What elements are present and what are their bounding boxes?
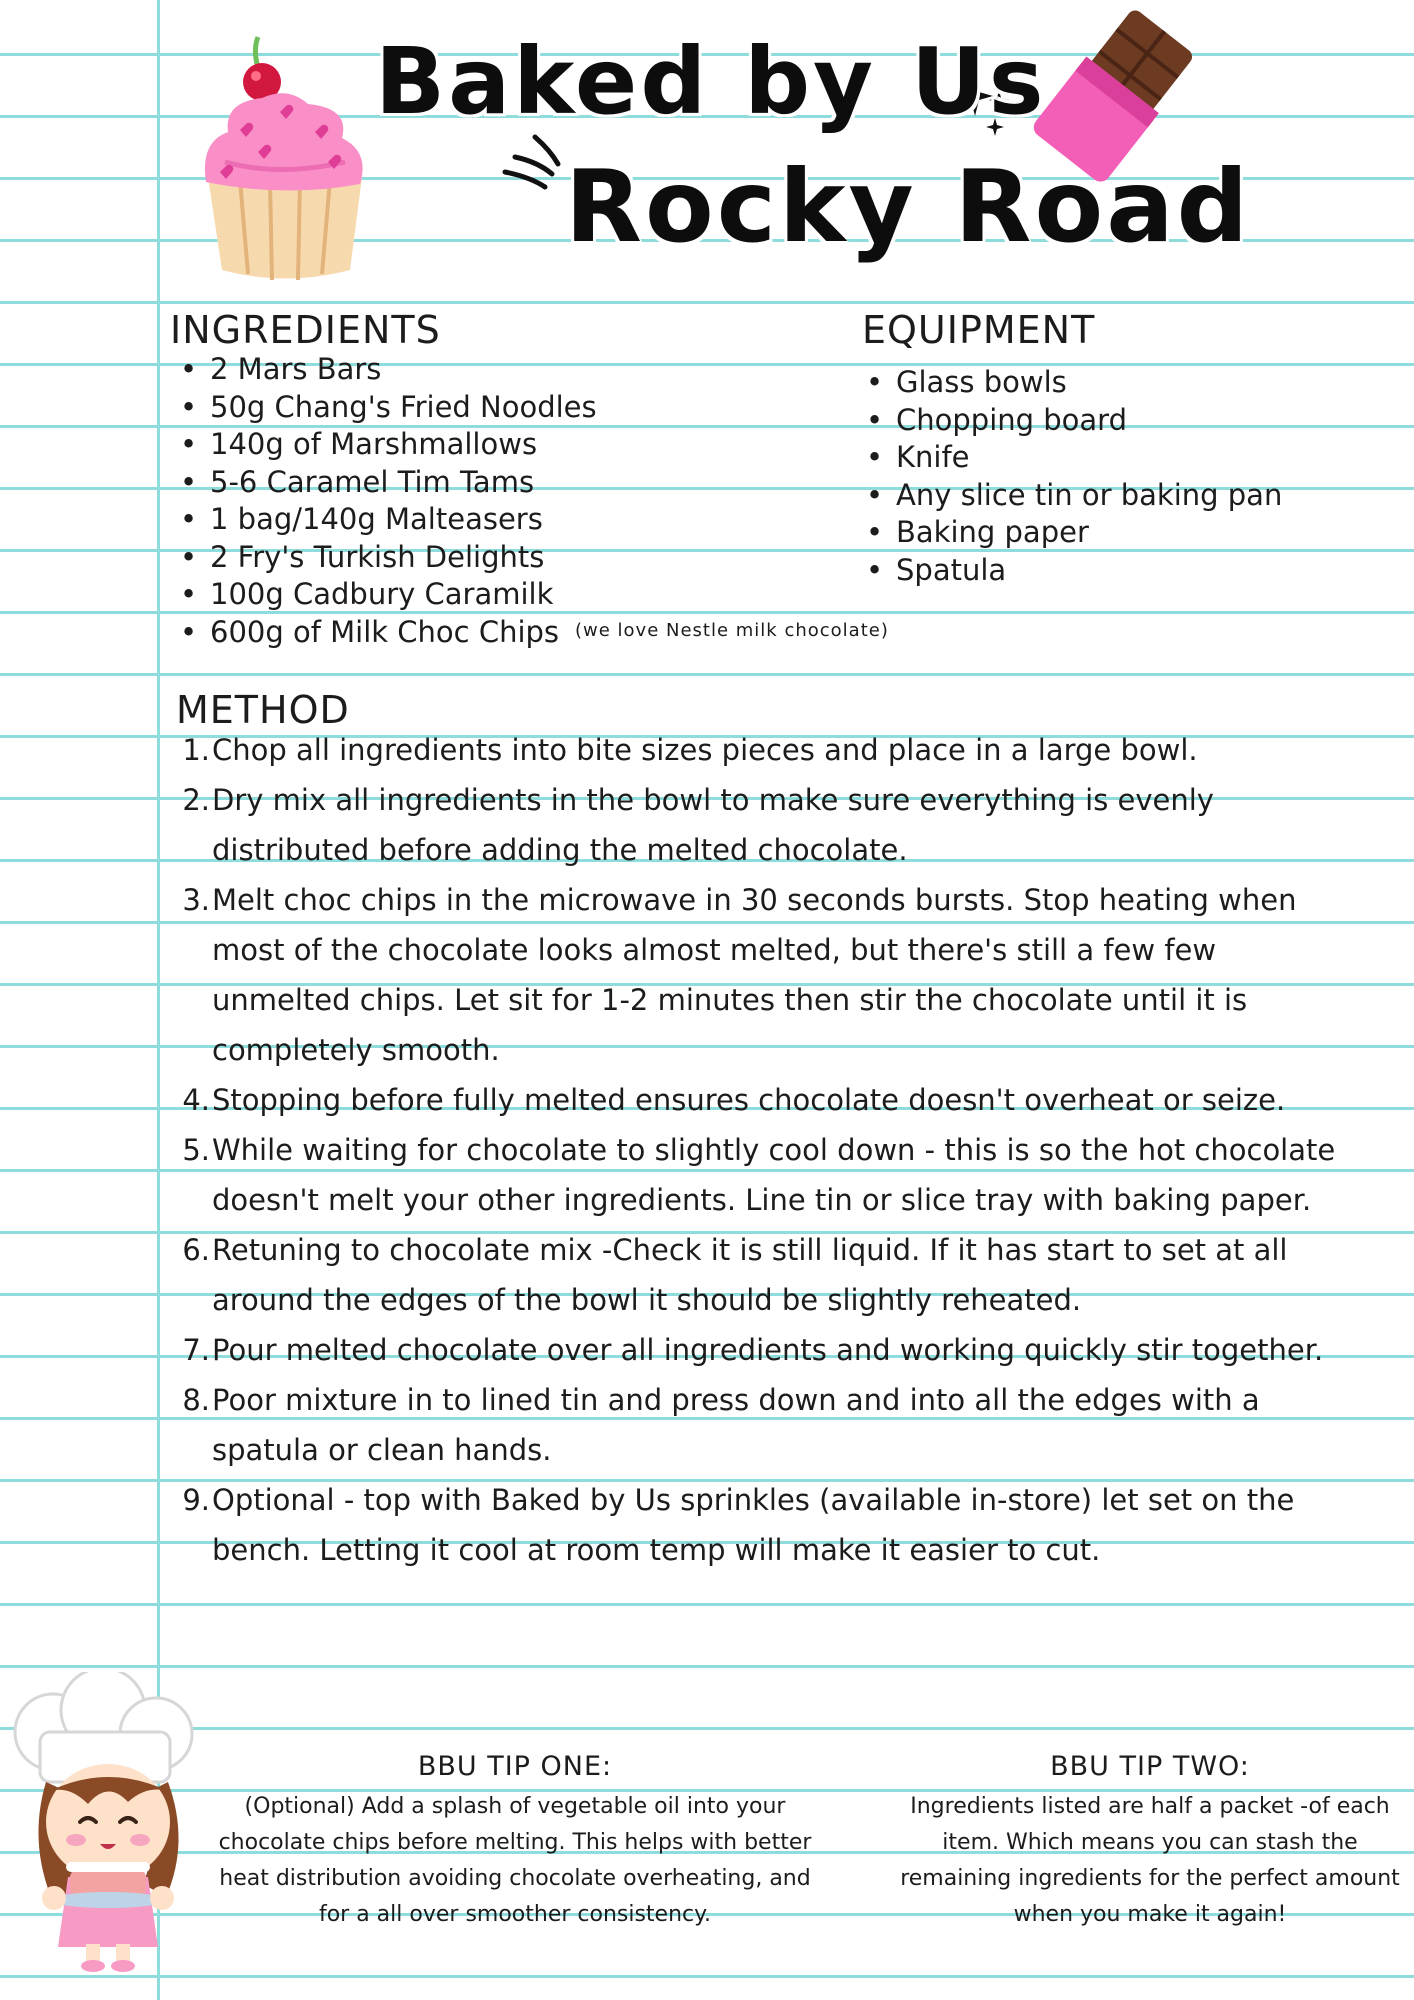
equipment-item: • Chopping board [858,402,1282,440]
equipment-item: • Glass bowls [858,364,1282,402]
method-steps [172,725,1352,1575]
tip-two-text: Ingredients listed are half a packet -of each item. Which means you can stash the remaining ingredients for the perfect amount when you make it again! [900,1794,1400,1927]
ingredient-item: • 50g Chang's Fried Noodles [172,389,597,427]
ingredient-item: • 140g of Marshmallows [172,426,597,464]
method-step [172,1475,1352,1575]
step-text: Pour melted chocolate over all ingredients and working quickly stir together. [212,1333,1324,1367]
step-text: Poor mixture in to lined tin and press down and into all the edges with a spatula or clean hands. [212,1383,1260,1467]
step-text: Chop all ingredients into bite sizes pieces and place in a large bowl. [212,733,1198,767]
method-step [172,1325,1352,1375]
ingredient-item: • 2 Mars Bars [172,351,597,389]
ingredient-item: • 100g Cadbury Caramilk [172,576,597,614]
ingredient-item: • 600g of Milk Choc Chips [172,614,597,652]
title-line-1: Baked by Us [375,28,1047,135]
step-number: 7. [182,1333,210,1367]
step-number: 2. [182,783,210,817]
method-step [172,1125,1352,1225]
step-text: Stopping before fully melted ensures chocolate doesn't overheat or seize. [212,1083,1286,1117]
swoosh-accent-icon [500,132,570,192]
step-number: 6. [182,1233,210,1267]
ingredient-item: • 1 bag/140g Malteasers [172,501,597,539]
cupcake-icon [200,12,370,282]
equipment-item: • Knife [858,439,1282,477]
step-number: 1. [182,733,210,767]
equipment-list [858,364,1282,589]
step-number: 9. [182,1483,210,1517]
method-step [172,1225,1352,1325]
equipment-item: • Any slice tin or baking pan [858,477,1282,515]
title-line-2: Rocky Road [565,148,1252,265]
tip-two [900,1749,1400,1933]
ingredient-item: • 5-6 Caramel Tim Tams [172,464,597,502]
ingredients-list [172,351,597,651]
step-number: 4. [182,1083,210,1117]
step-text: While waiting for chocolate to slightly cool down - this is so the hot chocolate doesn't melt your other ingredients. Line tin or slice tray with baking paper. [212,1133,1336,1217]
step-text: Retuning to chocolate mix -Check it is still liquid. If it has start to set at all around the edges of the bowl it should be slightly reheated. [212,1233,1288,1317]
method-step [172,1375,1352,1475]
step-text: Melt choc chips in the microwave in 30 seconds bursts. Stop heating when most of the chocolate looks almost melted, but there's still a few few unmelted chips. Let sit for 1-2 minutes then stir the chocolate until it is completely smooth. [212,883,1297,1067]
equipment-item: • Baking paper [858,514,1282,552]
step-number: 5. [182,1133,210,1167]
ingredient-item: • 2 Fry's Turkish Delights [172,539,597,577]
step-number: 3. [182,883,210,917]
tip-one-text: (Optional) Add a splash of vegetable oil into your chocolate chips before melting. This helps with better heat distribution avoiding chocolate overheating, and for a all over smoother consistency. [218,1794,812,1927]
method-step [172,1075,1352,1125]
equipment-heading: EQUIPMENT [862,308,1096,352]
method-step [172,775,1352,875]
method-step [172,875,1352,1075]
tip-one-title: BBU TIP ONE: [417,1751,613,1782]
step-number: 8. [182,1383,210,1417]
equipment-item: • Spatula [858,552,1282,590]
method-heading: METHOD [176,688,350,732]
chef-girl-illustration [8,1672,218,1972]
chocolate-note: (we love Nestle milk chocolate) [575,620,889,641]
tip-one [205,1749,825,1933]
tip-two-title: BBU TIP TWO: [1050,1751,1250,1782]
step-text: Dry mix all ingredients in the bowl to make sure everything is evenly distributed before adding the melted chocolate. [212,783,1214,867]
method-step [172,725,1352,775]
ingredients-heading: INGREDIENTS [170,308,441,352]
step-text: Optional - top with Baked by Us sprinkles (available in-store) let set on the bench. Letting it cool at room temp will make it easier to cut. [212,1483,1295,1567]
